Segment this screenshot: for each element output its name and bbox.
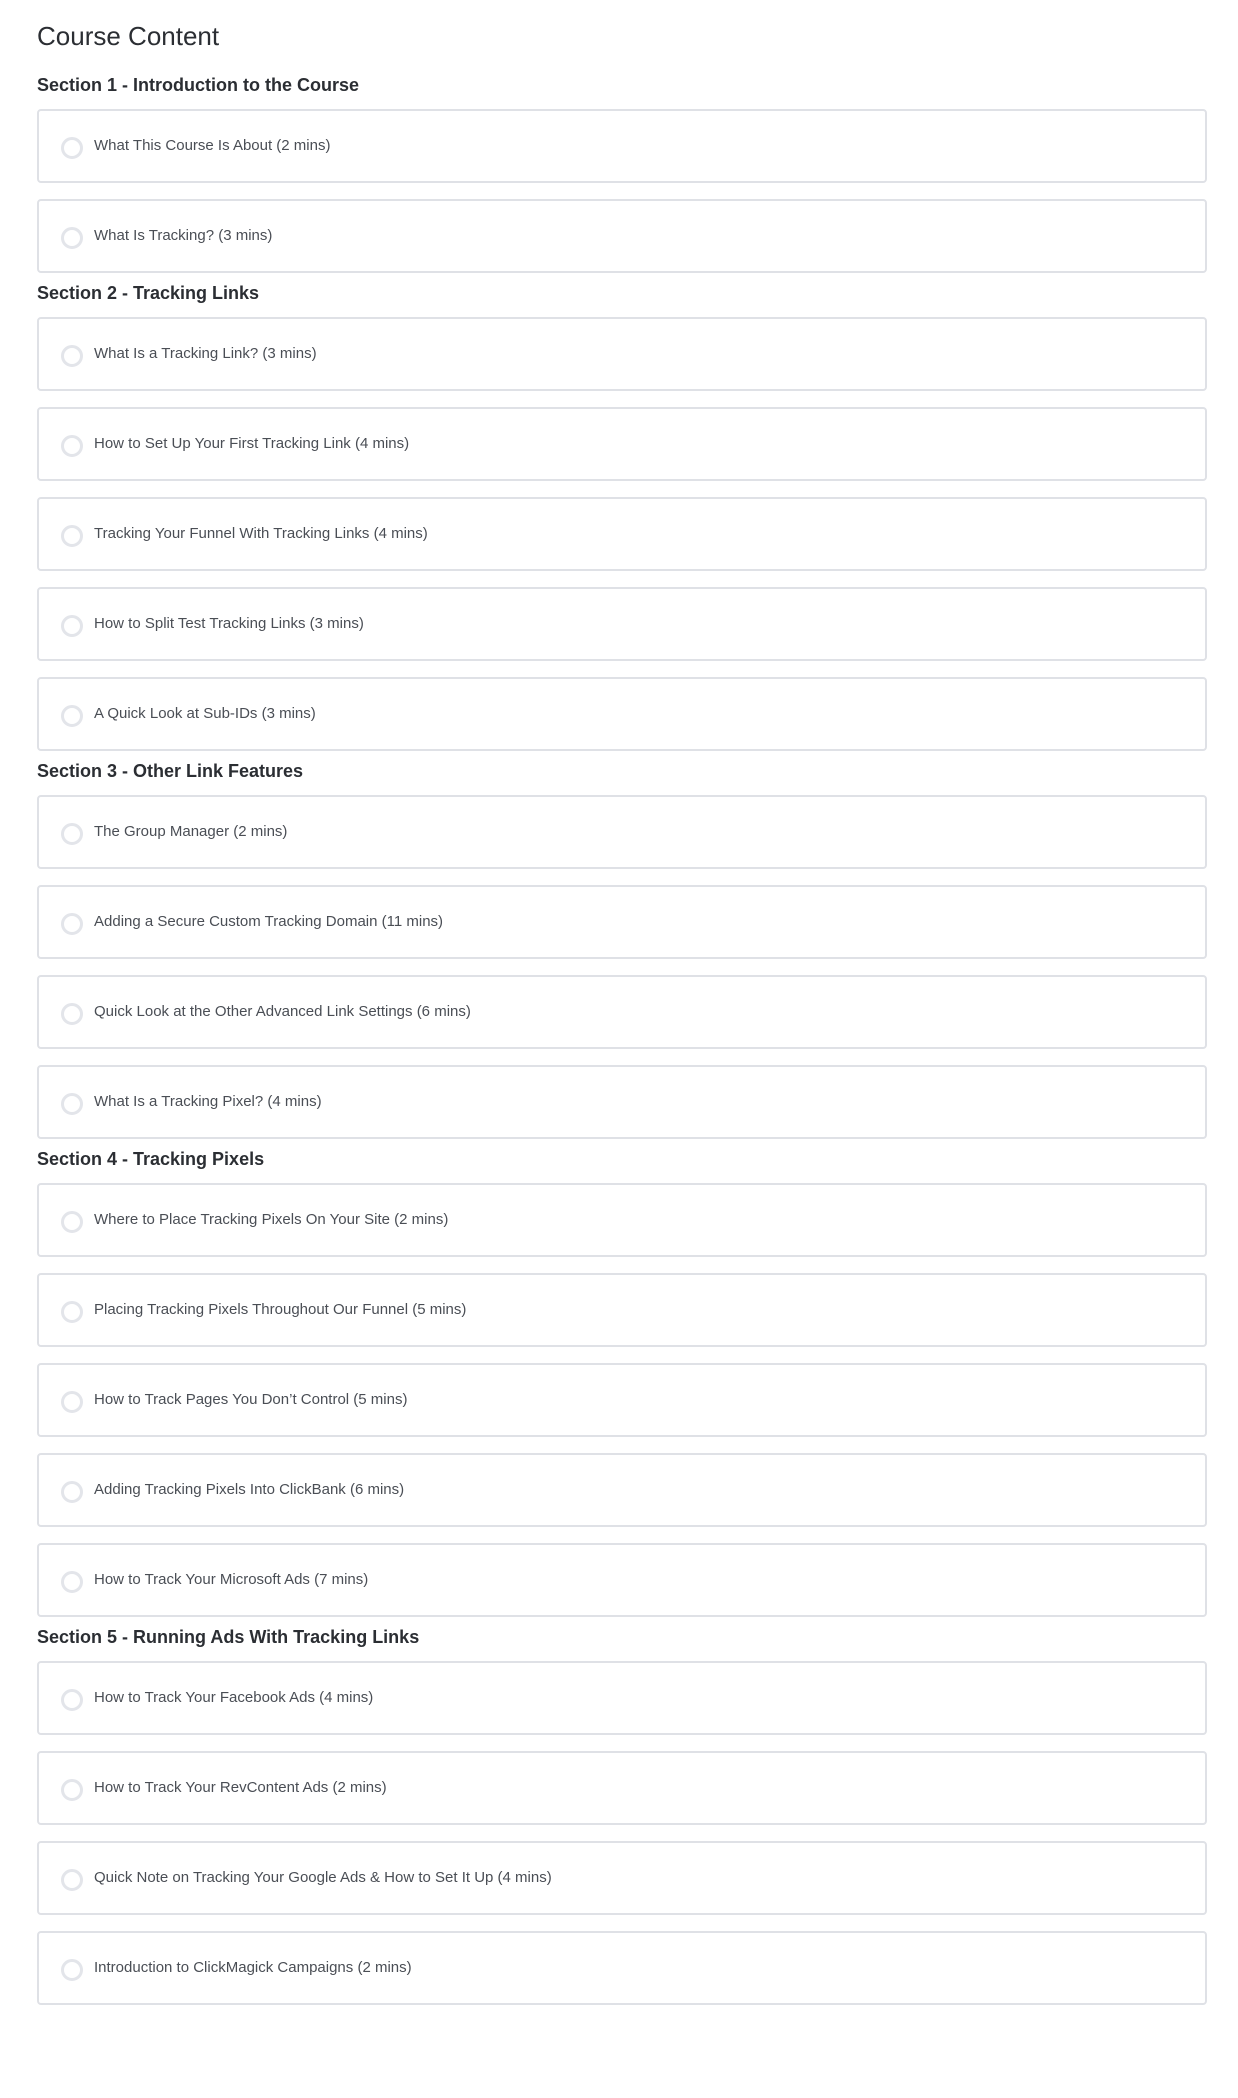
lesson-label: What Is a Tracking Pixel? (4 mins) [94, 1093, 322, 1110]
lesson-label: How to Track Your Facebook Ads (4 mins) [94, 1689, 374, 1706]
circle-outline-icon[interactable] [61, 1481, 83, 1503]
lesson-item[interactable] [37, 1065, 1207, 1139]
circle-outline-icon[interactable] [61, 1003, 83, 1025]
lesson-label: What Is Tracking? (3 mins) [94, 227, 273, 244]
circle-outline-icon[interactable] [61, 137, 83, 159]
lesson-list [37, 1183, 1201, 1617]
circle-outline-icon[interactable] [61, 1869, 83, 1891]
lesson-label: How to Track Your Microsoft Ads (7 mins) [94, 1571, 369, 1588]
lesson-label: Introduction to ClickMagick Campaigns (2 mins) [94, 1959, 412, 1976]
circle-outline-icon[interactable] [61, 1571, 83, 1593]
lesson-label: How to Track Pages You Don’t Control (5 mins) [94, 1391, 408, 1408]
lesson-item[interactable] [37, 109, 1207, 183]
section-title: Section 2 - Tracking Links [37, 283, 260, 303]
circle-outline-icon[interactable] [61, 1779, 83, 1801]
lesson-item[interactable] [37, 1661, 1207, 1735]
circle-outline-icon[interactable] [61, 345, 83, 367]
lesson-item[interactable] [37, 885, 1207, 959]
circle-outline-icon[interactable] [61, 1391, 83, 1413]
lesson-item[interactable] [37, 1841, 1207, 1915]
page-title: Course Content [37, 21, 220, 51]
lesson-label: How to Split Test Tracking Links (3 mins) [94, 615, 364, 632]
lesson-list [37, 795, 1201, 1139]
lesson-item[interactable] [37, 1453, 1207, 1527]
circle-outline-icon[interactable] [61, 1093, 83, 1115]
lesson-label: The Group Manager (2 mins) [94, 823, 288, 840]
circle-outline-icon[interactable] [61, 1301, 83, 1323]
lesson-item[interactable] [37, 1751, 1207, 1825]
lesson-label: Adding a Secure Custom Tracking Domain (11 mins) [94, 913, 444, 930]
lesson-item[interactable] [37, 587, 1207, 661]
lesson-label: What This Course Is About (2 mins) [94, 137, 331, 154]
lesson-label: Where to Place Tracking Pixels On Your Site (2 mins) [94, 1211, 449, 1228]
lesson-item[interactable] [37, 1543, 1207, 1617]
lesson-item[interactable] [37, 317, 1207, 391]
circle-outline-icon[interactable] [61, 1689, 83, 1711]
lesson-label: Quick Look at the Other Advanced Link Settings (6 mins) [94, 1003, 471, 1020]
lesson-label: Adding Tracking Pixels Into ClickBank (6 mins) [94, 1481, 405, 1498]
lesson-item[interactable] [37, 1931, 1207, 2005]
lesson-item[interactable] [37, 199, 1207, 273]
lesson-item[interactable] [37, 795, 1207, 869]
lesson-label: How to Set Up Your First Tracking Link (4 mins) [94, 435, 410, 452]
circle-outline-icon[interactable] [61, 525, 83, 547]
lesson-label: Quick Note on Tracking Your Google Ads & How to Set It Up (4 mins) [94, 1869, 552, 1886]
circle-outline-icon[interactable] [61, 823, 83, 845]
circle-outline-icon[interactable] [61, 913, 83, 935]
lesson-list [37, 317, 1201, 751]
circle-outline-icon[interactable] [61, 1959, 83, 1981]
lesson-label: Placing Tracking Pixels Throughout Our Funnel (5 mins) [94, 1301, 467, 1318]
lesson-item[interactable] [37, 497, 1207, 571]
lesson-item[interactable] [37, 677, 1207, 751]
circle-outline-icon[interactable] [61, 435, 83, 457]
lesson-item[interactable] [37, 1273, 1207, 1347]
lesson-list [37, 109, 1201, 273]
circle-outline-icon[interactable] [61, 615, 83, 637]
lesson-item[interactable] [37, 975, 1207, 1049]
section-title: Section 5 - Running Ads With Tracking Links [37, 1627, 420, 1647]
lesson-item[interactable] [37, 1363, 1207, 1437]
lesson-item[interactable] [37, 407, 1207, 481]
circle-outline-icon[interactable] [61, 705, 83, 727]
lesson-label: What Is a Tracking Link? (3 mins) [94, 345, 317, 362]
lesson-item[interactable] [37, 1183, 1207, 1257]
lesson-list [37, 1661, 1201, 2005]
lesson-label: Tracking Your Funnel With Tracking Links (4 mins) [94, 525, 428, 542]
circle-outline-icon[interactable] [61, 1211, 83, 1233]
lesson-label: A Quick Look at Sub-IDs (3 mins) [94, 705, 316, 722]
section-title: Section 3 - Other Link Features [37, 761, 304, 781]
section-title: Section 1 - Introduction to the Course [37, 75, 360, 95]
lesson-label: How to Track Your RevContent Ads (2 mins) [94, 1779, 387, 1796]
section-title: Section 4 - Tracking Pixels [37, 1149, 265, 1169]
circle-outline-icon[interactable] [61, 227, 83, 249]
